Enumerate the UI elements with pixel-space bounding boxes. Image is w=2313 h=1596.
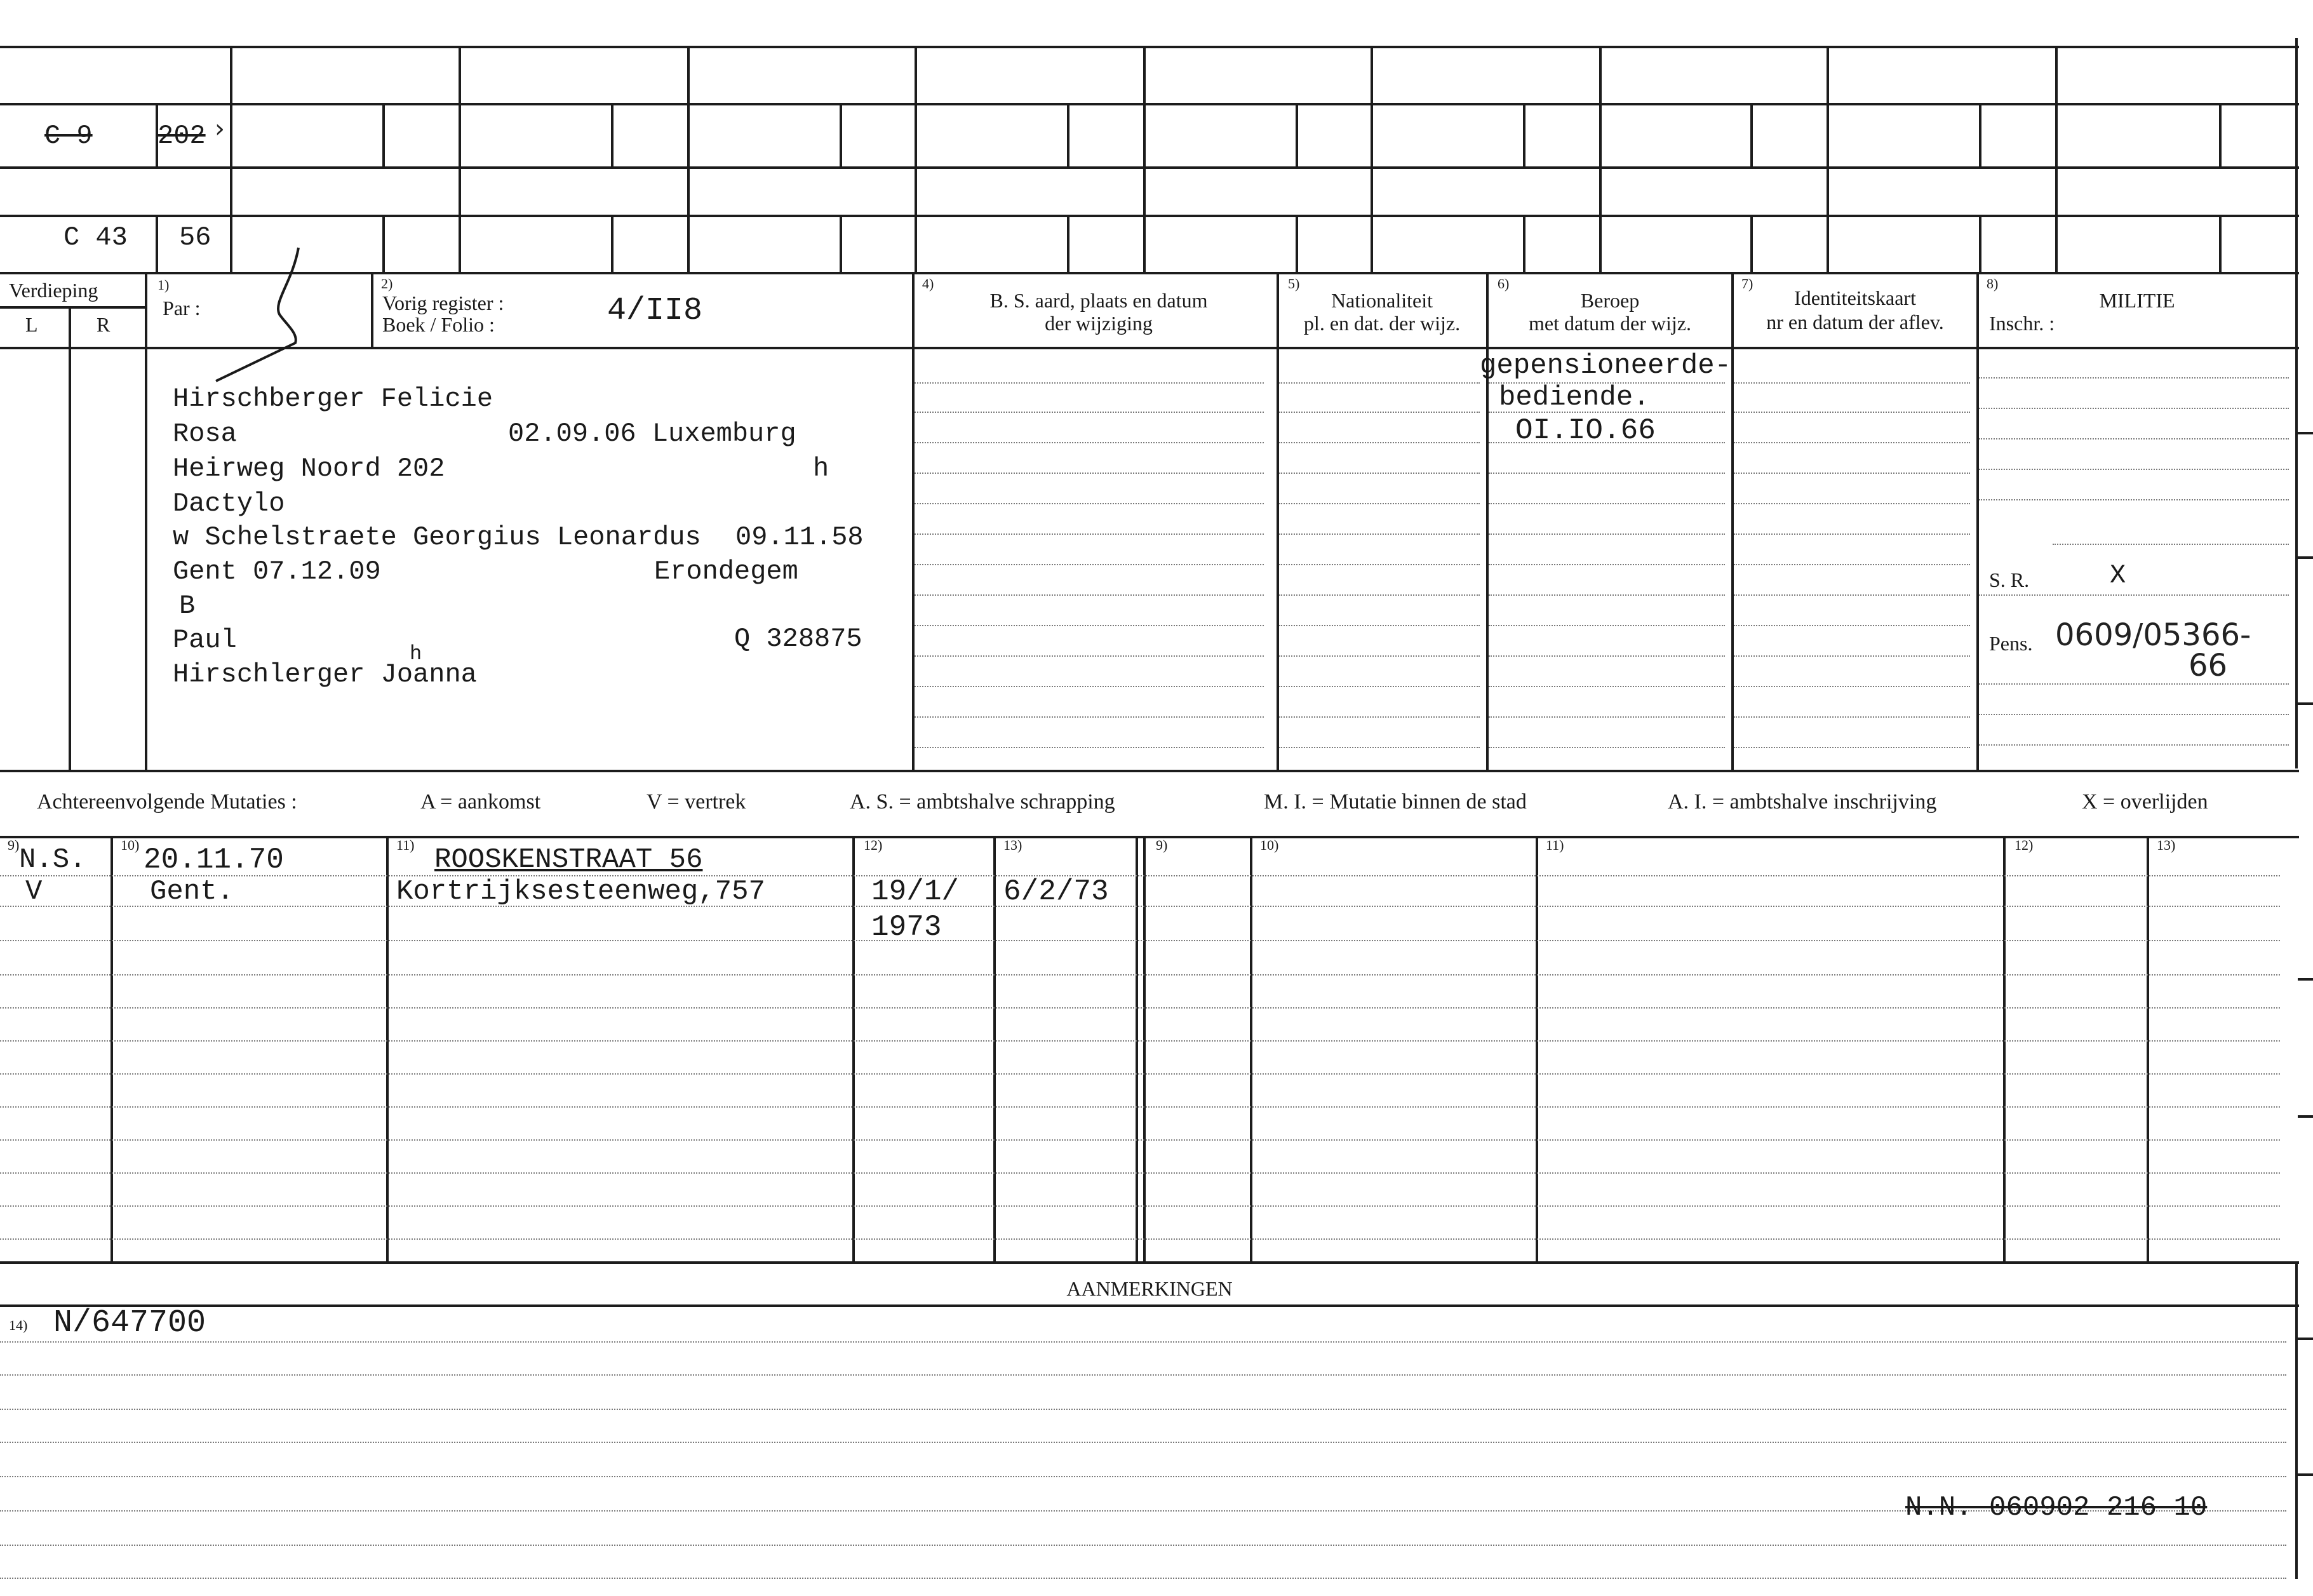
top-grid-subline <box>840 215 842 272</box>
main-section-bottom <box>0 770 2299 772</box>
lr-divider <box>69 306 71 771</box>
person-line-occupation: Dactylo <box>173 488 285 519</box>
top-grid-subline <box>1296 103 1298 166</box>
mut-col-num: 9) <box>1156 837 1168 853</box>
person-marriage-date: 09.11.58 <box>735 522 864 553</box>
top-grid-subline <box>1067 103 1069 166</box>
bs-number: 4) <box>922 276 934 292</box>
id-number: 7) <box>1741 276 1753 292</box>
verdieping-sub-line <box>0 306 145 309</box>
mut-col-num: 13) <box>1003 837 1022 853</box>
nat-header-line2: pl. en dat. der wijz. <box>1303 312 1461 335</box>
header-vline <box>371 272 373 347</box>
nat-dotted-rows <box>1279 347 1486 770</box>
beroep-number: 6) <box>1498 276 1510 292</box>
top-grid-vline <box>2055 46 2058 272</box>
bs-dotted-rows <box>915 347 1277 770</box>
mut-col-num: 9) <box>8 837 20 853</box>
remarks-title: AANMERKINGEN <box>1066 1277 1233 1300</box>
legend-aankomst: A = aankomst <box>420 790 541 814</box>
par-number: 1) <box>158 277 170 293</box>
edge-tick <box>2298 432 2313 434</box>
nat-header-line1: Nationaliteit <box>1331 289 1433 312</box>
beroep-value-line2: bediende. <box>1499 382 1650 413</box>
top-grid-vline <box>1371 46 1373 272</box>
boek-folio-label: Boek / Folio : <box>382 313 495 336</box>
mutation-date-1: 20.11.70 <box>144 843 284 876</box>
top-border <box>0 46 2299 48</box>
edge-tick <box>2298 556 2313 559</box>
mut-col-num: 10) <box>1260 837 1279 853</box>
militie-number: 8) <box>1987 276 1999 292</box>
edge-tick <box>2298 1115 2313 1118</box>
header-vline <box>145 272 147 771</box>
person-line-spouse-birth: Gent 07.12.09 <box>173 556 381 587</box>
beroep-header-line2: met datum der wijz. <box>1529 312 1691 335</box>
top-grid-subline <box>1523 103 1525 166</box>
mutation-code-2: V <box>25 876 43 908</box>
code-left: C 43 <box>64 222 128 253</box>
top-grid-subline <box>611 215 613 272</box>
pens-label: Pens. <box>1989 632 2033 655</box>
pens-value: 0609/05366- <box>2055 617 2251 653</box>
top-grid-vline <box>2295 38 2298 768</box>
top-row-line-2 <box>0 166 2299 169</box>
top-grid-vline <box>230 46 232 272</box>
top-grid-subline <box>1750 215 1753 272</box>
top-grid-subline <box>1979 103 1981 166</box>
top-grid-vline <box>1599 46 1602 272</box>
person-birth: 02.09.06 Luxemburg <box>508 419 796 449</box>
old-code-left: C 9 <box>44 121 93 151</box>
mut-col-num: 12) <box>2015 837 2034 853</box>
mutation-address-2: Kortrijksesteenweg,757 <box>396 876 765 908</box>
mutations-legend-title: Achtereenvolgende Mutaties : <box>37 790 297 814</box>
mut-col-num: 11) <box>396 837 415 853</box>
legend-ambtshalve-inschrijving: A. I. = ambtshalve inschrijving <box>1668 790 1937 814</box>
edge-tick <box>2298 1473 2313 1476</box>
pens-value-2: 66 <box>2189 648 2228 683</box>
edge-tick <box>2298 1338 2313 1340</box>
beroep-value-line1: gepensioneerde- <box>1480 350 1732 382</box>
id-header-line1: Identiteitskaart <box>1794 286 1916 309</box>
mut-col-num: 11) <box>1546 837 1564 853</box>
boek-folio-value: 4/II8 <box>607 293 703 329</box>
top-grid-vline <box>915 46 917 272</box>
remarks-number: 14) <box>9 1317 28 1333</box>
mutation-date-2a: 19/1/ <box>871 875 960 908</box>
top-grid-subline <box>1523 215 1525 272</box>
person-place2: Erondegem <box>654 556 798 587</box>
top-grid-subline <box>1067 215 1069 272</box>
person-line-b: B <box>179 591 196 621</box>
nat-number: 5) <box>1288 276 1300 292</box>
vorig-register-label: Vorig register : <box>382 292 504 314</box>
top-grid-vline <box>687 46 690 272</box>
remarks-dotted-rows <box>0 1304 2299 1596</box>
person-line-spouse: w Schelstraete Georgius Leonardus <box>173 522 701 553</box>
mutation-date-2b: 1973 <box>871 911 942 944</box>
top-grid-subline <box>2219 103 2222 166</box>
inschr-label: Inschr. : <box>1989 312 2055 335</box>
top-grid-subline <box>611 103 613 166</box>
top-grid-vline <box>1827 46 1829 272</box>
edge-tick <box>2298 702 2313 705</box>
top-grid-subline <box>1750 103 1753 166</box>
mutation-place-2: Gent. <box>150 876 234 908</box>
mutation-date-2c: 6/2/73 <box>1003 875 1109 908</box>
beroep-value-date: OI.IO.66 <box>1515 414 1656 447</box>
person-h-mark: h <box>813 453 829 484</box>
person-line-name: Hirschberger Felicie <box>173 384 493 414</box>
person-line-mother: Hirschlerger Joanna <box>173 659 477 690</box>
mutations-dotted-rows <box>0 836 2299 1261</box>
legend-mutatie-stad: M. I. = Mutatie binnen de stad <box>1264 790 1527 814</box>
person-h-mark-2: h <box>410 642 422 666</box>
mutation-address-1: ROOSKENSTRAAT 56 <box>434 844 703 876</box>
sr-label: S. R. <box>1989 568 2030 591</box>
vorig-number: 2) <box>381 276 393 292</box>
person-line-address: Heirweg Noord 202 <box>173 453 445 484</box>
person-q-number: Q 328875 <box>734 624 862 654</box>
top-grid-vline <box>459 46 461 272</box>
nn-number: N.N. 060902 216 10 <box>1905 1492 2208 1524</box>
top-grid-subline <box>840 103 842 166</box>
person-line-father: Paul <box>173 625 237 655</box>
top-grid-vline <box>1143 46 1146 272</box>
r-label: R <box>97 313 111 336</box>
bs-header-line1: B. S. aard, plaats en datum <box>989 289 1208 312</box>
sr-value: X <box>2110 560 2126 591</box>
beroep-header-line1: Beroep <box>1580 289 1640 312</box>
militie-dotted-rows <box>1979 347 2295 770</box>
person-line-firstname: Rosa <box>173 419 237 449</box>
remarks-value: N/647700 <box>53 1305 206 1341</box>
edge-tick <box>2298 978 2313 981</box>
legend-ambtshalve-schrapping: A. S. = ambtshalve schrapping <box>850 790 1115 814</box>
mutations-bottom-line <box>0 1261 2299 1264</box>
top-grid-subline <box>156 215 158 272</box>
legend-overlijden: X = overlijden <box>2082 790 2208 814</box>
old-code-right: 202 <box>158 121 206 151</box>
top-grid-subline <box>382 103 385 166</box>
verdieping-label: Verdieping <box>9 279 98 302</box>
top-grid-subline <box>1979 215 1981 272</box>
mut-col-num: 13) <box>2157 837 2176 853</box>
mutation-code-1: N.S. <box>19 844 86 876</box>
arrow-mark: › <box>215 114 225 144</box>
militie-header: MILITIE <box>2099 289 2175 312</box>
top-grid-subline <box>2219 215 2222 272</box>
mut-col-num: 10) <box>121 837 140 853</box>
top-row-line-1 <box>0 103 2299 105</box>
right-edge-line <box>2295 1261 2298 1579</box>
top-grid-subline <box>1296 215 1298 272</box>
l-label: L <box>25 313 38 336</box>
code-right: 56 <box>179 222 211 253</box>
bs-header-line2: der wijziging <box>1045 312 1153 335</box>
legend-vertrek: V = vertrek <box>647 790 746 814</box>
top-row-line-3 <box>0 215 2299 217</box>
mut-col-num: 12) <box>864 837 883 853</box>
handwritten-pointer-icon <box>203 245 368 391</box>
top-grid-subline <box>382 215 385 272</box>
par-label: Par : <box>163 297 201 319</box>
id-dotted-rows <box>1734 347 1976 770</box>
id-header-line2: nr en datum der aflev. <box>1766 311 1944 333</box>
